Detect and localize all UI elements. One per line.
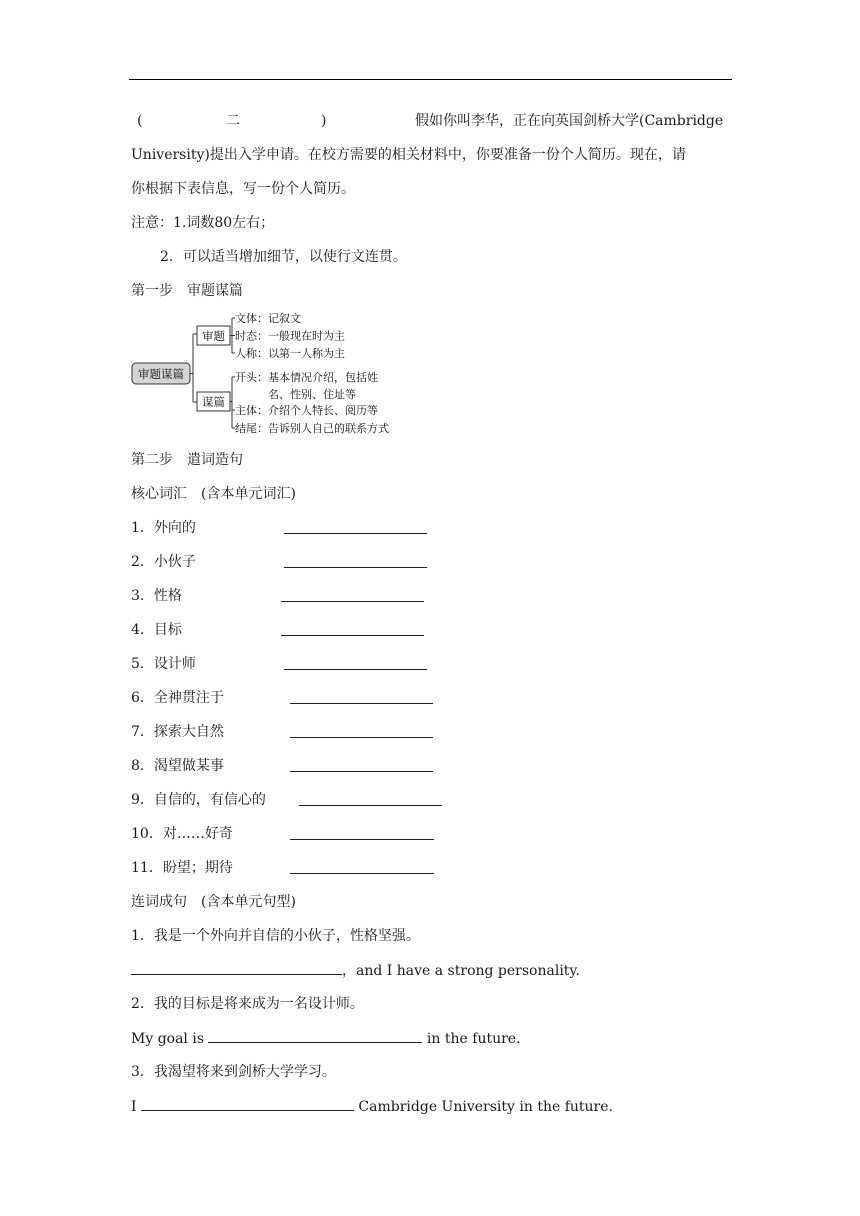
vocab-item: 9．自信的，有信心的 [131, 792, 266, 808]
diagram-branch-2: 谋篇 [202, 395, 225, 409]
prompt-line-1: 假如你叫李华，正在向英国剑桥大学(Cambridge [415, 113, 724, 129]
prompt-line-2: University)提出入学申请。在校方需要的相关材料中，你要准备一份个人简历。现在，请 [131, 147, 686, 163]
vocab-item: 6．全神贯注于 [131, 690, 224, 706]
vocab-answer-blank[interactable] [284, 669, 427, 670]
sentence-answer-line: ，and I have a strong personality. [131, 960, 580, 981]
vocab-answer-blank[interactable] [290, 737, 433, 738]
sentence-answer-blank[interactable] [208, 1028, 422, 1043]
diagram-item-body: 主体：介绍个人特长、阅历等 [235, 404, 378, 417]
vocab-item: 10．对……好奇 [131, 826, 233, 842]
vocab-title: 核心词汇 (含本单元词汇) [131, 486, 296, 502]
sentence-prompt-cn: 3．我渴望将来到剑桥大学学习。 [131, 1064, 336, 1080]
diagram-item-person: 人称：以第一人称为主 [235, 347, 345, 360]
vocab-item: 11．盼望；期待 [131, 860, 233, 876]
diagram-item-ending: 结尾：告诉别人自己的联系方式 [235, 422, 389, 435]
outline-diagram [131, 310, 411, 438]
vocab-item: 7．探索大自然 [131, 724, 224, 740]
vocab-item: 1．外向的 [131, 520, 196, 536]
note-2: 2．可以适当增加细节，以使行文连贯。 [160, 249, 407, 265]
vocab-answer-blank[interactable] [299, 805, 442, 806]
vocab-answer-blank[interactable] [284, 533, 427, 534]
vocab-item: 5．设计师 [131, 656, 196, 672]
step2-title: 第二步 遣词造句 [131, 452, 243, 468]
diagram-branch-1: 审题 [202, 329, 225, 343]
sentence-answer-blank[interactable] [131, 960, 342, 975]
vocab-answer-blank[interactable] [281, 601, 424, 602]
vocab-answer-blank[interactable] [290, 771, 433, 772]
header-rule [129, 79, 732, 80]
diagram-item-tense: 时态：一般现在时为主 [235, 329, 345, 343]
sentence-section-title: 连词成句 (含本单元句型) [131, 894, 296, 910]
vocab-answer-blank[interactable] [290, 703, 433, 704]
diagram-item-opening: 开头：基本情况介绍，包括姓 [235, 371, 378, 384]
vocab-item: 8．渴望做某事 [131, 758, 224, 774]
vocab-item: 3．性格 [131, 588, 182, 604]
sentence-prompt-cn: 2．我的目标是将来成为一名设计师。 [131, 996, 364, 1012]
paren-open: ( [137, 113, 143, 129]
paren-close: ) [321, 113, 327, 129]
sentence-answer-blank[interactable] [141, 1096, 354, 1111]
sentence-prompt-cn: 1．我是一个外向并自信的小伙子，性格坚强。 [131, 928, 420, 944]
diagram-item-opening-cont: 名、性别、住址等 [268, 388, 356, 401]
note-1: 注意：1.词数80左右； [131, 215, 275, 231]
vocab-answer-blank[interactable] [284, 567, 427, 568]
vocab-item: 4．目标 [131, 622, 182, 638]
vocab-answer-blank[interactable] [290, 839, 434, 840]
diagram-item-genre: 文体：记叙文 [235, 312, 301, 325]
vocab-answer-blank[interactable] [281, 635, 424, 636]
vocab-answer-blank[interactable] [290, 873, 434, 874]
step1-title: 第一步 审题谋篇 [131, 283, 243, 299]
section-number: 二 [226, 113, 240, 129]
sentence-answer-line: My goal is in the future. [131, 1028, 521, 1049]
prompt-line-3: 你根据下表信息，写一份个人简历。 [131, 181, 355, 197]
diagram-root-label: 审题谋篇 [138, 367, 184, 381]
vocab-item: 2．小伙子 [131, 554, 196, 570]
sentence-answer-line: I Cambridge University in the future. [131, 1096, 613, 1117]
